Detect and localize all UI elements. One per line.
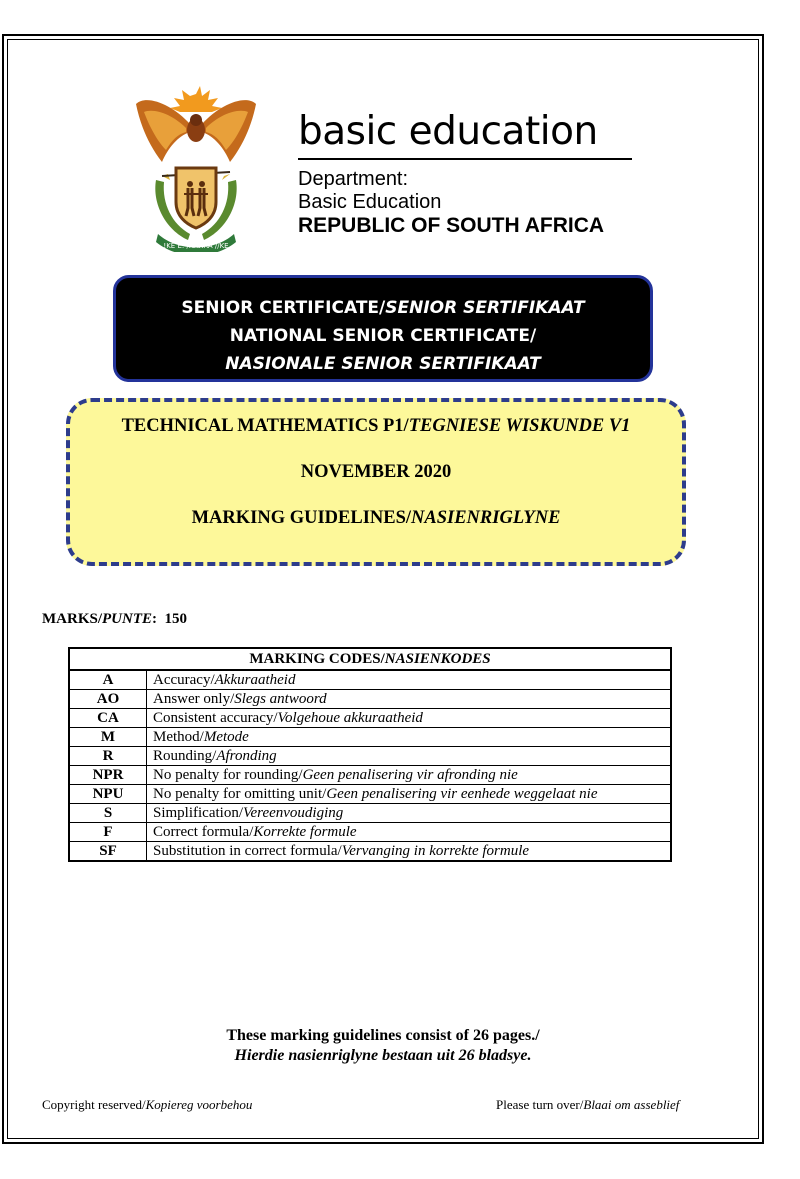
- description-af: Geen penalisering vir eenhede weggelaat nie: [326, 786, 598, 802]
- description-cell: [147, 709, 672, 728]
- table-row: [69, 690, 671, 709]
- description-af: Akkuraatheid: [214, 672, 296, 688]
- subject-title-en: TECHNICAL MATHEMATICS P1/: [121, 416, 409, 436]
- page-count-en: These marking guidelines consist of 26 pages./: [226, 1027, 540, 1044]
- motto-text: !KE E: /XARRA //KE: [163, 242, 229, 250]
- certificate-banner: [113, 275, 653, 382]
- description-en: Consistent accuracy/: [153, 710, 278, 726]
- footer-copyright: [42, 1097, 252, 1113]
- description-en: Simplification/: [153, 805, 243, 821]
- description-cell: [147, 823, 672, 842]
- country-name: REPUBLIC OF SOUTH AFRICA: [298, 214, 605, 237]
- description-af: Metode: [203, 729, 249, 745]
- footer-turn-over: [496, 1097, 679, 1113]
- marks-label-en: MARKS/: [42, 611, 102, 627]
- exam-date: NOVEMBER 2020: [300, 462, 452, 482]
- table-row: [69, 709, 671, 728]
- description-cell: [147, 804, 672, 823]
- description-af: Geen penalisering vir afronding nie: [302, 767, 518, 783]
- table-row: [69, 804, 671, 823]
- code-cell: R: [69, 747, 147, 766]
- page-count-af: Hierdie nasienriglyne bestaan uit 26 bladsye.: [234, 1047, 532, 1064]
- code-cell: M: [69, 728, 147, 747]
- certificate-line-1: [116, 294, 650, 322]
- code-cell: AO: [69, 690, 147, 709]
- guidelines-title: [70, 508, 682, 529]
- table-header-en: MARKING CODES/: [249, 650, 385, 667]
- description-cell: [147, 747, 672, 766]
- description-cell: [147, 766, 672, 785]
- guidelines-title-en: MARKING GUIDELINES/: [191, 508, 412, 528]
- marks-label-af: PUNTE: [102, 611, 152, 627]
- table-header-af: NASIENKODES: [384, 650, 491, 667]
- description-cell: [147, 690, 672, 709]
- description-en: Method/: [153, 729, 204, 745]
- description-af: Vereenvoudiging: [243, 805, 344, 821]
- footer-turn-over-en: Please turn over/: [496, 1097, 584, 1112]
- subject-title: [70, 416, 682, 437]
- description-en: Accuracy/: [153, 672, 215, 688]
- department-header: [298, 108, 632, 237]
- guidelines-title-af: NASIENRIGLYNE: [411, 508, 561, 528]
- subject-title-af: TEGNIESE WISKUNDE V1: [408, 416, 631, 436]
- table-row: [69, 670, 671, 690]
- description-en: Rounding/: [153, 748, 217, 764]
- code-cell: SF: [69, 842, 147, 862]
- code-cell: S: [69, 804, 147, 823]
- description-en: Correct formula/: [153, 824, 254, 840]
- marking-codes-table: [68, 647, 672, 862]
- description-en: No penalty for rounding/: [153, 767, 303, 783]
- certificate-line-2: NATIONAL SENIOR CERTIFICATE/: [229, 326, 537, 346]
- department-label: Department:: [298, 168, 409, 190]
- footer-turn-over-af: Blaai om asseblief: [583, 1097, 680, 1112]
- code-cell: CA: [69, 709, 147, 728]
- brand-title: basic education: [298, 109, 598, 154]
- department-name: Basic Education: [298, 191, 442, 213]
- table-row: [69, 747, 671, 766]
- brand-underline: [298, 158, 632, 160]
- page-count-note: [0, 1026, 766, 1066]
- description-cell: [147, 842, 672, 862]
- description-en: Answer only/: [153, 691, 235, 707]
- code-cell: NPR: [69, 766, 147, 785]
- description-af: Vervanging in korrekte formule: [341, 843, 530, 859]
- code-cell: A: [69, 670, 147, 690]
- table-row: [69, 823, 671, 842]
- description-af: Korrekte formule: [253, 824, 357, 840]
- table-header: [69, 648, 671, 670]
- table-row: [69, 842, 671, 862]
- table-body: [69, 670, 671, 861]
- code-cell: F: [69, 823, 147, 842]
- table-row: [69, 728, 671, 747]
- subject-panel: [66, 398, 686, 566]
- description-cell: [147, 670, 672, 690]
- description-af: Slegs antwoord: [234, 691, 327, 707]
- description-af: Volgehoue akkuraatheid: [277, 710, 423, 726]
- marks-value: 150: [164, 611, 187, 627]
- description-af: Afronding: [216, 748, 277, 764]
- description-en: No penalty for omitting unit/: [153, 786, 327, 802]
- table-row: [69, 766, 671, 785]
- table-row: [69, 785, 671, 804]
- certificate-line-1-en: SENIOR CERTIFICATE/: [181, 298, 386, 318]
- certificate-line-3: NASIONALE SENIOR SERTIFIKAAT: [225, 354, 541, 374]
- code-cell: NPU: [69, 785, 147, 804]
- certificate-line-1-af: SENIOR SERTIFIKAAT: [385, 298, 585, 318]
- description-cell: [147, 785, 672, 804]
- description-en: Substitution in correct formula/: [153, 843, 342, 859]
- coat-of-arms-logo: [132, 84, 260, 252]
- description-cell: [147, 728, 672, 747]
- footer-copyright-en: Copyright reserved/: [42, 1097, 146, 1112]
- total-marks: MARKS/PUNTE: 150: [42, 611, 187, 627]
- footer-copyright-af: Kopiereg voorbehou: [145, 1097, 253, 1112]
